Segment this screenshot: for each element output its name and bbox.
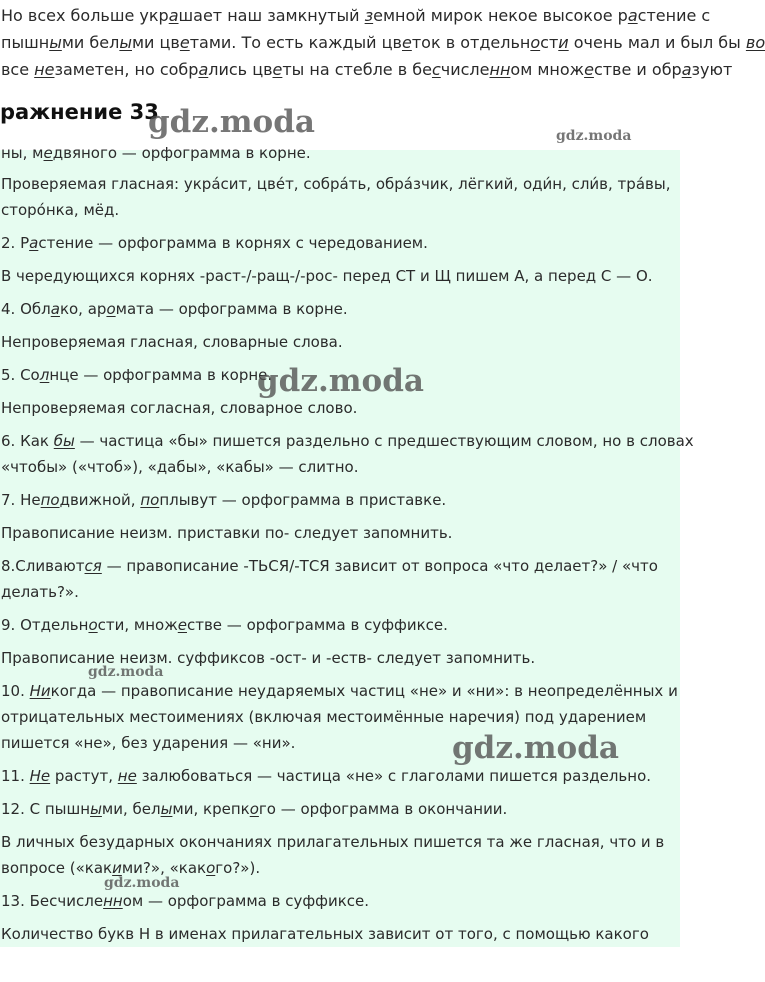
text-run: стение с — [637, 6, 711, 25]
text-run: В чередующихся корнях -раст-/-ращ-/-рос- перед СТ и Щ пишем А, а перед С — О. — [1, 267, 653, 285]
answer-line — [1, 331, 343, 353]
answer-line — [1, 489, 446, 511]
marked-letter: а — [50, 300, 60, 318]
answer-line — [1, 680, 678, 702]
text-run: сти, множ — [97, 616, 178, 634]
exercise-line-2 — [1, 29, 765, 56]
text-run: 8.Сливают — [1, 557, 85, 575]
watermark-logo: gdz.moda — [257, 363, 424, 399]
answer-line — [1, 890, 369, 912]
marked-letter: о — [206, 859, 216, 877]
text-run: Количество букв Н в именах прилагательных зависит от того, с помощью какого — [1, 925, 649, 943]
text-run: заметен, но собр — [54, 60, 199, 79]
marked-letter: а — [168, 6, 179, 25]
marked-letter: ы — [49, 33, 62, 52]
text-run: — частица «бы» пишется раздельно с предшествующим словом, но в словах — [74, 432, 694, 450]
marked-letter: е — [272, 60, 283, 79]
text-run: ом множ — [510, 60, 585, 79]
marked-letter: е — [179, 33, 190, 52]
text-run: залюбоваться — частица «не» с глаголами пишется раздельно. — [136, 767, 652, 785]
text-run: когда — правописание неударяемых частиц «не» и «ни»: в неопределённых и — [50, 682, 678, 700]
marked-letter: по — [40, 491, 60, 509]
marked-letter: о — [88, 616, 98, 634]
marked-letter: Не — [29, 767, 51, 785]
text-run: мата — орфограмма в корне. — [115, 300, 348, 318]
answer-line — [1, 706, 646, 728]
marked-letter: е — [43, 144, 53, 162]
marked-letter: а — [29, 234, 39, 252]
text-run: ом — орфограмма в суффиксе. — [122, 892, 370, 910]
text-run: Правописание неизм. суффиксов -ост- и -еств- следует запомнить. — [1, 649, 536, 667]
marked-letter: нн — [103, 892, 123, 910]
text-run: ко, ар — [59, 300, 107, 318]
text-run: ты на стебле в бе — [282, 60, 432, 79]
marked-letter: Ни — [29, 682, 51, 700]
text-run: го?»). — [215, 859, 261, 877]
marked-letter: не — [117, 767, 137, 785]
marked-letter: е — [177, 616, 187, 634]
text-run: плывут — орфограмма в приставке. — [159, 491, 447, 509]
text-run: Проверяемая гласная: укра́сит, цве́т, собра́ть, обра́зчик, лёгкий, оди́н, сли́в, тра́вы, — [1, 175, 671, 193]
text-run: движной, — [59, 491, 141, 509]
watermark-logo-small: gdz.moda — [88, 664, 164, 680]
text-run: Но всех больше укр — [1, 6, 169, 25]
text-run: В личных безударных окончаниях прилагательных пишется та же гласная, что и в — [1, 833, 665, 851]
text-run: ток в отдельн — [411, 33, 531, 52]
answer-line — [1, 798, 507, 820]
answer-line — [1, 555, 658, 577]
text-run: все — [1, 60, 35, 79]
answer-line — [1, 647, 535, 669]
text-run: двяного — орфограмма в корне. — [52, 144, 311, 162]
answer-line — [1, 298, 348, 320]
marked-letter: л — [39, 366, 50, 384]
answer-line — [1, 732, 295, 754]
text-run: очень мал и был бы — [568, 33, 746, 52]
text-run: Правописание неизм. приставки по- следует запомнить. — [1, 524, 453, 542]
marked-letter: ся — [84, 557, 102, 575]
marked-letter: с — [431, 60, 441, 79]
marked-letter: не — [34, 60, 55, 79]
text-run: числе — [440, 60, 490, 79]
text-run: — правописание -ТЬСЯ/-ТСЯ зависит от вопроса «что делает?» / «что — [101, 557, 658, 575]
text-run: сторо́нка, мёд. — [1, 201, 120, 219]
text-run: шает наш замкнутый — [178, 6, 365, 25]
marked-letter: ы — [90, 800, 102, 818]
marked-letter: по — [140, 491, 160, 509]
marked-letter: и — [112, 859, 122, 877]
exercise-line-1 — [1, 2, 711, 29]
text-run: стве — орфограмма в суффиксе. — [186, 616, 448, 634]
text-run: ми, крепк — [172, 800, 250, 818]
answer-line — [1, 397, 357, 419]
marked-letter: и — [558, 33, 569, 52]
text-run: нце — орфограмма в корне. — [49, 366, 273, 384]
watermark-logo-small: gdz.moda — [104, 875, 180, 891]
text-run: тами. То есть каждый цв — [189, 33, 402, 52]
answer-line — [1, 265, 653, 287]
text-run: ми?», «как — [121, 859, 207, 877]
marked-letter: е — [584, 60, 594, 79]
watermark-logo-small: gdz.moda — [556, 128, 632, 144]
exercise-line-3 — [1, 56, 733, 83]
exercise-heading: ражнение 33 — [0, 100, 159, 124]
watermark-logo: gdz.moda — [148, 104, 315, 140]
text-run: 12. С пышн — [1, 800, 91, 818]
marked-letter: о — [530, 33, 541, 52]
answer-line — [1, 456, 358, 478]
text-run: стение — орфограмма в корнях с чередованием. — [38, 234, 428, 252]
exercise-text — [1, 2, 765, 83]
marked-letter: о — [249, 800, 259, 818]
text-run: отрицательных местоимениях (включая местоимённые наречия) под ударением — [1, 708, 647, 726]
text-run: 4. Обл — [1, 300, 51, 318]
marked-letter: ы — [160, 800, 173, 818]
text-run: 6. Как — [1, 432, 54, 450]
text-run: стве и обр — [593, 60, 682, 79]
marked-letter: з — [364, 6, 374, 25]
text-run: лись цв — [208, 60, 273, 79]
marked-letter: о — [106, 300, 116, 318]
text-run: зуют — [691, 60, 733, 79]
text-run: ст — [540, 33, 559, 52]
text-run: ми, бел — [101, 800, 161, 818]
answer-line — [1, 765, 651, 787]
text-run: 7. Не — [1, 491, 41, 509]
text-run: 9. Отдельн — [1, 616, 89, 634]
answer-line — [1, 522, 452, 544]
marked-letter: е — [401, 33, 412, 52]
text-run: делать?». — [1, 583, 79, 601]
text-run: «чтобы» («чтоб»), «дабы», «кабы» — слитно. — [1, 458, 359, 476]
answer-line — [1, 581, 79, 603]
answer-line — [1, 232, 428, 254]
marked-letter: а — [198, 60, 209, 79]
answer-line — [1, 142, 311, 164]
marked-letter: во — [745, 33, 765, 52]
text-run: ны, м — [1, 144, 44, 162]
text-run: вопросе («как — [1, 859, 113, 877]
marked-letter: а — [681, 60, 692, 79]
text-run: пишется «не», без ударения — «ни». — [1, 734, 296, 752]
text-run: 5. Со — [1, 366, 40, 384]
text-run: 10. — [1, 682, 30, 700]
answer-line — [1, 614, 448, 636]
answer-line — [1, 923, 649, 945]
watermark-logo: gdz.moda — [452, 730, 619, 766]
text-run: растут, — [50, 767, 118, 785]
text-run: го — орфограмма в окончании. — [258, 800, 508, 818]
answer-line — [1, 199, 119, 221]
answer-panel — [0, 144, 694, 947]
marked-letter: нн — [489, 60, 511, 79]
text-run: ми бел — [61, 33, 120, 52]
answer-line — [1, 173, 670, 195]
text-run: 11. — [1, 767, 30, 785]
text-run: Непроверяемая согласная, словарное слово. — [1, 399, 358, 417]
text-run: емной мирок некое высокое р — [373, 6, 628, 25]
answer-line — [1, 430, 694, 452]
marked-letter: ы — [119, 33, 132, 52]
answer-line — [1, 831, 664, 853]
marked-letter: бы — [53, 432, 75, 450]
text-run: ми цв — [131, 33, 180, 52]
text-run: 13. Бесчисле — [1, 892, 104, 910]
text-run: Непроверяемая гласная, словарные слова. — [1, 333, 343, 351]
answer-line — [1, 364, 272, 386]
text-run: пышн — [1, 33, 50, 52]
marked-letter: а — [627, 6, 638, 25]
text-run: 2. Р — [1, 234, 30, 252]
